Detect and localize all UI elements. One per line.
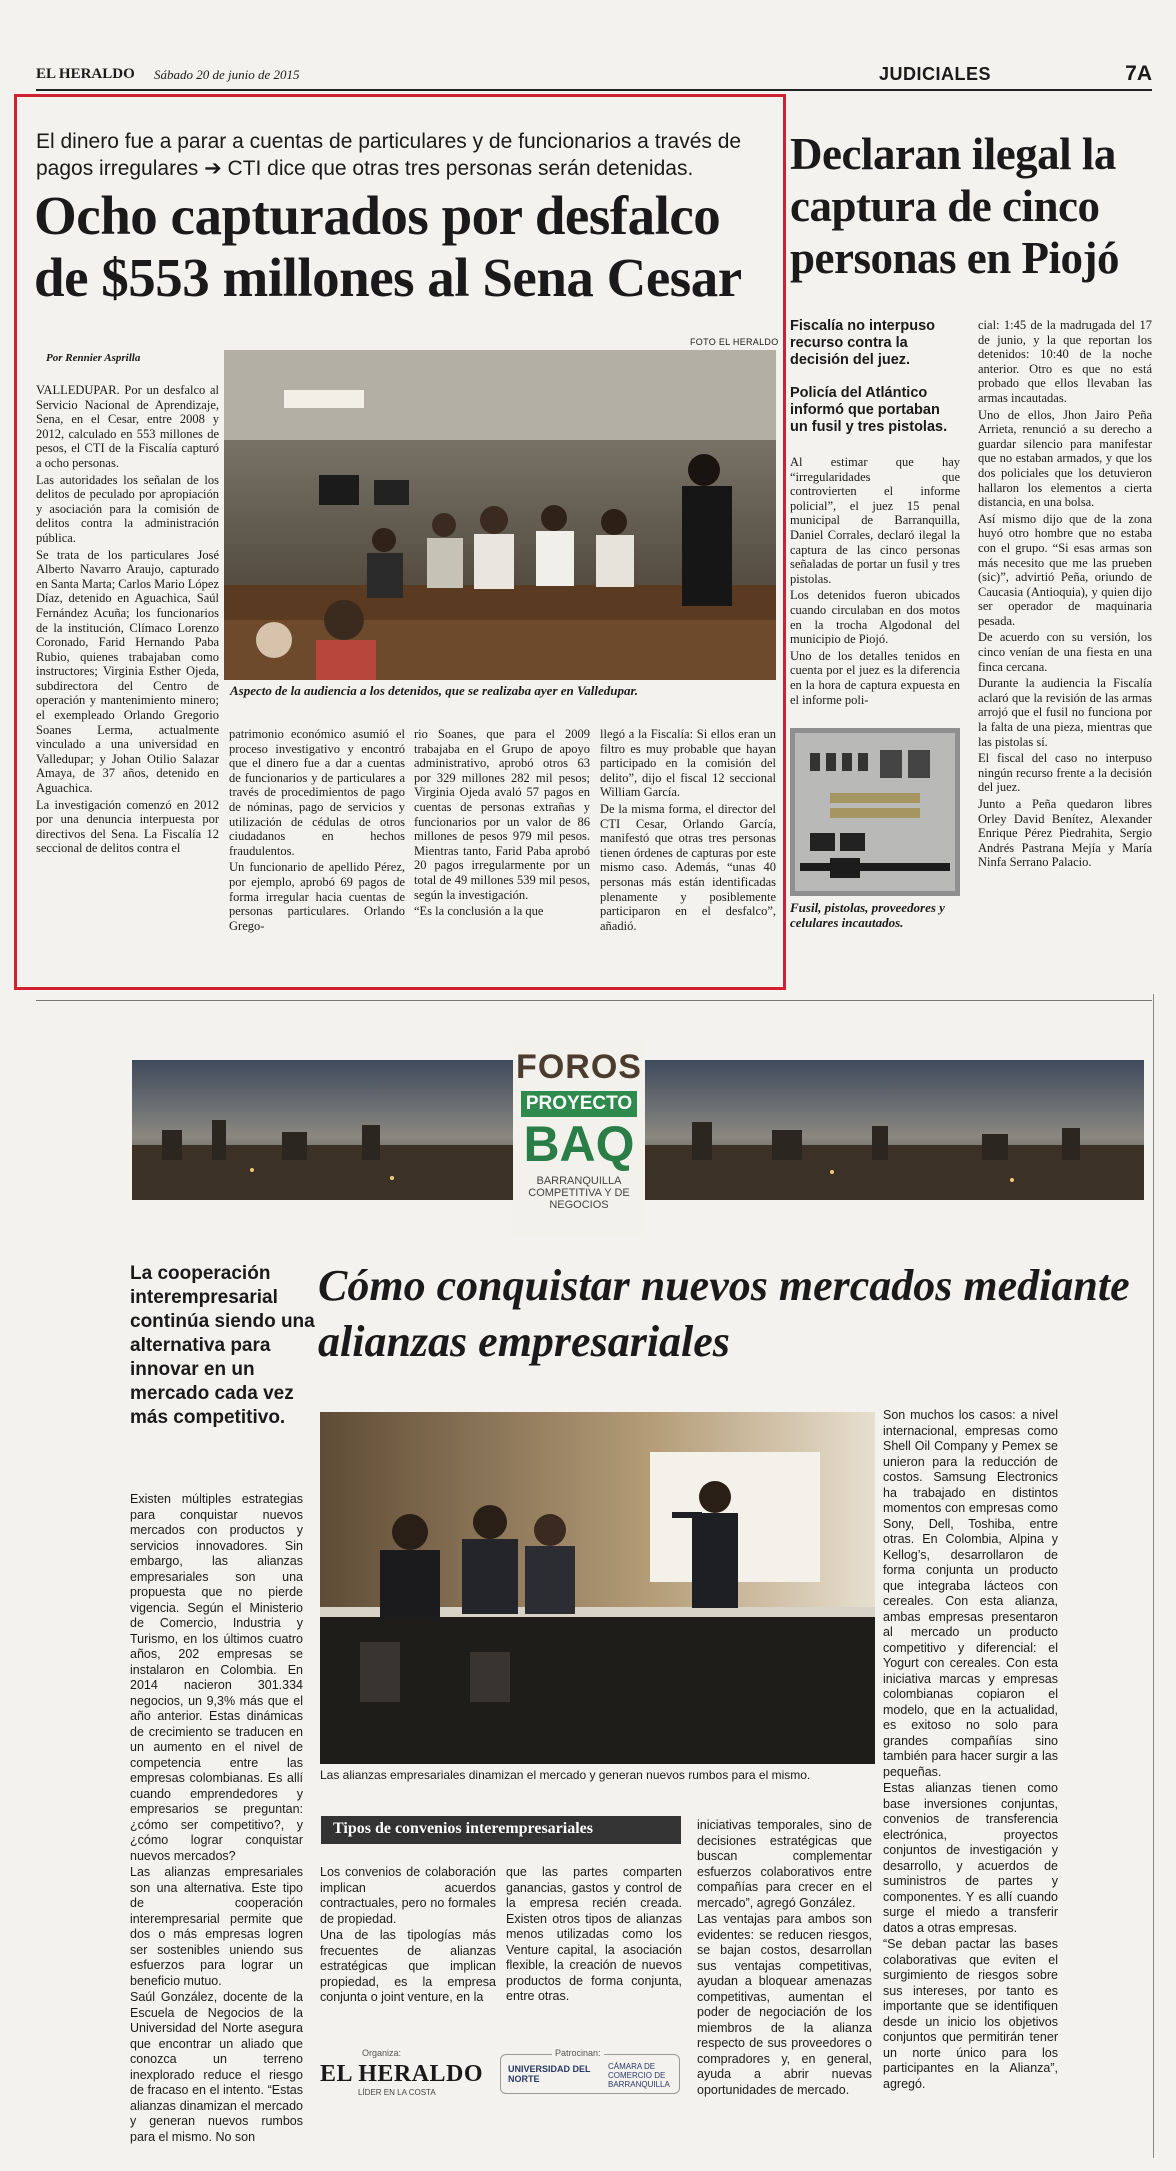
organizer-tagline: LÍDER EN LA COSTA: [358, 2088, 436, 2097]
paper-name: EL HERALDO: [36, 66, 135, 82]
box-column-2: [506, 1865, 682, 2006]
uninorte-logo: UNIVERSIDAD DEL NORTE: [508, 2064, 591, 2084]
side-c2-p5: Durante la audiencia la Fiscalía aclaró que la revisión de las armas arrojó que el fusil no funciona por la falta de una pieza, mientras que las pistolas sí.: [978, 676, 1152, 749]
organizer-logo: EL HERALDO: [320, 2061, 484, 2087]
side-c2-p4: De acuerdo con su versión, los cinco venían de una fiesta en una finca cercana.: [978, 630, 1152, 674]
feature-r-p1: Son muchos los casos: a nivel internacional, empresas como Shell Oil Company y Pemex se unieron para la reducción de costos. Samsung Electronics ha trabajado en distintos momentos con empresas como Sony, Dell, Toshiba, entre otras. En Colombia, Alpina y Kellog’s, desarrollaron de forma conjunta un producto que integraba lácteos con cereales. Con esta alianza, ambas empresas presentaron al mercado un producto competitivo y diferencial: el Yogurt con cereales. Con esta iniciativa marcas y empresas colombianas copiaron el modelo, que en la actualidad, es exitoso no solo para grandes compañías sino también para hacer surgir a las pequeñas.: [883, 1408, 1058, 1779]
camara-logo: CÁMARA DE COMERCIO DE BARRANQUILLA: [608, 2062, 670, 2089]
lead-kicker: El dinero fue a parar a cuentas de particulares y de funcionarios a través de pagos irregulares ➔ CTI dice que otras tres personas serán detenidas.: [36, 130, 742, 180]
feature-column-1: [130, 1492, 303, 2146]
side-c2-p6: El fiscal del caso no interpuso ningún recurso frente a la decisión del juez.: [978, 751, 1152, 795]
foros-logo: [513, 1040, 645, 1236]
feature-c1-p3: Saúl González, docente de la Escuela de Negocios de la Universidad del Norte asegura que encontrar un aliado que conozca un terreno inexplorado reduce el riesgo de fracaso en el intento. “Estas alianzas dinamizan el mercado y generan nuevos rumbos para el mismo. No son: [130, 1990, 303, 2144]
foros-subtitle: BARRANQUILLA COMPETITIVA Y DE NEGOCIOS: [528, 1175, 630, 1211]
sponsor-strip: [320, 2048, 680, 2098]
side-c1-p2: Los detenidos fueron ubicados cuando circulaban en dos motos en la trocha Algodonal del municipio de Piojó.: [790, 588, 960, 647]
organiza-label: Organiza:: [362, 2048, 402, 2058]
edition-date: Sábado 20 de junio de 2015: [154, 67, 300, 82]
meeting-photo: [320, 1412, 875, 1764]
side-dek-2: Policía del Atlántico informó que portaban un fusil y tres pistolas.: [790, 385, 948, 435]
box-column-1: [320, 1865, 496, 2007]
meeting-caption: Las alianzas empresariales dinamizan el mercado y generan nuevos rumbos para el mismo.: [320, 1768, 811, 1782]
foros-baq: BAQ: [523, 1116, 635, 1172]
patrocinan-label: Patrocinan:: [552, 2048, 604, 2058]
side-column-1: [790, 455, 960, 709]
side-c2-p2: Uno de ellos, Jhon Jairo Peña Arrieta, renunció a su derecho a guardar silencio para manifestar que no estaban armados, y que los dos policiales que los detuvieron hallaron los elementos a cierta distancia, en una bolsa.: [978, 407, 1152, 510]
feature-c3-p1: iniciativas temporales, sino de decisiones estratégicas que buscan complementar esfuerzos colaborativos entre compañías para crecer en el mercado”, agregó González.: [697, 1818, 872, 1910]
lead-c1-p1: VALLEDUPAR. Por un desfalco al Servicio Nacional de Aprendizaje, Sena, en el Cesar, entre 2008 y 2012, calculado en 553 millones de pesos, el CTI de la Fiscalía capturó a ocho personas.: [36, 383, 219, 470]
lead-c3-p1: rio Soanes, que para el 2009 trabajaba en el Grupo de apoyo administrativo, aprobó otros 63 por 329 millones 282 mil pesos; Virginia Ojeda avaló 57 pagos en cuentas de personas extrañas y funcionarios por un valor de 86 millones de pesos 979 mil pesos. Mientras tanto, Farid Paba aprobó 20 pagos irregularmente por un total de 49 millones 539 mil pesos, según la investigación.: [414, 727, 590, 902]
lead-c1-p3: Se trata de los particulares José Alberto Navarro Araujo, capturado en Santa Marta; Carlos Mario López Díaz, detenido en Aguachica, Saúl Fernández Acuña; los funcionarios de la institución, Clímaco Lorenzo Coronado, Farid Hernando Paba Rubio, quienes trabajaban como instructores; Virginia Esther Ojeda, subdirectora del Centro de operación y mantenimiento minero; el exempleado Orlando Gregorio Soanes Lerma, actualmente vinculado a una universidad en Valledupar; y Johan Otilio Salazar Amaya, de 37 años, detenido en Aguachica.: [36, 547, 219, 796]
box-c1-p1: Los convenios de colaboración implican acuerdos contractuales, pero no formales de propiedad.: [320, 1865, 496, 1926]
side-dek-1: Fiscalía no interpuso recurso contra la decisión del juez.: [790, 318, 936, 368]
weapons-photo: [790, 728, 960, 896]
lead-c1-p4: La investigación comenzó en 2012 por una denuncia interpuesta por directivos del Sena. La Fiscalía 12 seccional de delitos contra el: [36, 797, 219, 856]
lead-byline: Por Rennier Asprilla: [46, 352, 141, 364]
photo-credit: FOTO EL HERALDO: [690, 337, 779, 347]
side-c2-p3: Así mismo dijo que de la zona huyó otro hombre que no estaba con el grupo. “Si esas armas son más necesito que me las prueben (sic)”, advirtió Peña, oriundo de Caucasia (Antioquia), y quien dijo ser operador de maquinaria pesada.: [978, 511, 1152, 628]
weapons-caption: Fusil, pistolas, proveedores y celulares incautados.: [790, 900, 945, 930]
lead-c2-p2: Un funcionario de apellido Pérez, por ejemplo, aprobó 69 pagos de forma irregular hacia cuentas de personas particulares. Orlando Grego-: [229, 860, 405, 933]
section-name: JUDICIALES: [879, 64, 992, 84]
masthead-rule: [36, 89, 1152, 91]
box-title: Tipos de convenios interempresariales: [321, 1816, 681, 1844]
side-c1-p3: Uno de los detalles tenidos en cuenta por el juez es la diferencia en la hora de captura expuesta en el informe poli-: [790, 648, 960, 707]
side-c2-p7: Junto a Peña quedaron libres Orley David Benítez, Alexander Enrique Pérez Piedrahita, Sergio Andrés Pastrana Mejía y María Ninfa Serrano Palacio.: [978, 797, 1152, 870]
side-headline: Declaran ilegal la captura de cinco personas en Piojó: [790, 129, 1119, 283]
side-c2-p1: cial: 1:45 de la madrugada del 17 de junio, y la que reportan los detenidos: 10:40 de la noche anterior. Otro es que no está probado que ellos llevaban las armas incautadas.: [978, 318, 1152, 405]
feature-r-p3: “Se deban pactar las bases colaborativas que eviten el surgimiento de riesgos sobre sus intereses, por tanto es importante que se identifiquen desde un inicio los objetivos conjuntos que permitirán tener un norte único para los participantes en la Alianza”, agregó.: [883, 1937, 1058, 2091]
side-c1-p1: Al estimar que hay “irregularidades que controvierten el informe policial”, el juez 15 penal municipal de Barranquilla, Daniel Corrales, declaró ilegal la captura de las cinco personas señaladas de portar un fusil y tres pistolas.: [790, 455, 960, 586]
feature-c1-p1: Existen múltiples estrategias para conquistar nuevos mercados con productos y servicios innovadores. Sin embargo, las alianzas empresariales son una propuesta que no pierde vigencia. Según el Ministerio de Comercio, Industria y Turismo, en los últimos cuatro años, 202 empresas se instalaron en Colombia. En 2014 nacieron 301.334 negocios, un 9,3% más que el año anterior. Estas dinámicas de crecimiento se traducen en un aumento en el nivel de competencia entre las empresas colombianas. Es allí cuando emprendedores y empresarios se preguntan: ¿cómo ser competitivo?, y ¿cómo lograr conquistar nuevos mercados?: [130, 1492, 303, 1863]
lead-column-1: [36, 383, 219, 858]
column-rule: [1153, 994, 1154, 2158]
lead-column-2: [229, 727, 405, 935]
lead-headline: Ocho capturados por desfalco de $553 millones al Sena Cesar: [34, 185, 742, 308]
feature-dek: La cooperación interempresarial continúa siendo una alternativa para innovar en un mercado cada vez más competitivo.: [130, 1263, 315, 1428]
feature-r-p2: Estas alianzas tienen como base inversiones conjuntas, convenios de transferencia electrónica, proyectos conjuntos de investigación y desarrollo, y acuerdos de suministros de partes y componentes. Y es allí cuando surge el miedo a transferir datos a otras empresas.: [883, 1781, 1058, 1935]
lead-c2-p1: patrimonio económico asumió el proceso investigativo y encontró que el dinero fue a dar a cuentas de funcionarios y de particulares a través de procedimientos de pago de nóminas, pago de servicios y utilización de cédulas de otros ciudadanos en hechos fraudulentos.: [229, 727, 405, 858]
box-c2-p1: que las partes comparten ganancias, gastos y control de la empresa recién creada. Existen otros tipos de alianzas menos utilizadas como los Venture capital, la asociación flexible, la creación de nuevos productos de forma conjunta, entre otras.: [506, 1865, 682, 2003]
section-divider: [36, 1000, 1152, 1001]
feature-column-3: [697, 1818, 872, 2099]
feature-c3-p2: Las ventajas para ambos son evidentes: se reducen riesgos, se bajan costos, desarrollan sus ventajas competitivas, ayudan a bloquear amenazas competitivas, aumentan el poder de negociación de los miembros de la alianza respecto de sus proveedores o compradores y, en general, ayuda a abrir nuevas oportunidades de mercado.: [697, 1912, 872, 2097]
lead-c1-p2: Las autoridades los señalan de los delitos de peculado por apropiación y asociación para la comisión de delitos contra la administración pública.: [36, 472, 219, 545]
lead-c4-p2: De la misma forma, el director del CTI Cesar, Orlando García, manifestó que otras tres personas tienen órdenes de capturas por este mismo caso. Además, “unas 40 personas más están identificadas plenamente y posiblemente participaron en el desfalco”, añadió.: [600, 801, 776, 933]
foros-project: PROYECTO: [521, 1091, 637, 1117]
lead-c3-p2: “Es la conclusión a la que: [414, 904, 544, 919]
page-masthead: [36, 64, 1152, 86]
lead-column-4: [600, 727, 776, 935]
foros-title: FOROS: [516, 1048, 642, 1086]
feature-headline: Cómo conquistar nuevos mercados mediante alianzas empresariales: [318, 1261, 1130, 1366]
courtroom-caption: Aspecto de la audiencia a los detenidos, que se realizaba ayer en Valledupar.: [230, 683, 639, 698]
box-c1-p2: Una de las tipologías más frecuentes de alianzas estratégicas que implican propiedad, es la empresa conjunta o joint venture, en la: [320, 1928, 496, 2004]
side-column-2: [978, 318, 1152, 872]
lead-c4-p1: llegó a la Fiscalía: Si ellos eran un filtro es muy probable que hayan participado en la comisión del delito”, dijo el fiscal 12 seccional William García.: [600, 727, 776, 800]
feature-column-right: [883, 1408, 1058, 2093]
page-number: 7A: [1125, 62, 1152, 85]
lead-column-3: [414, 727, 590, 921]
feature-c1-p2: Las alianzas empresariales son una alternativa. Este tipo de cooperación interempresarial permite que dos o más empresas logren ser sostenibles uniendo sus esfuerzos para lograr un beneficio mutuo.: [130, 1865, 303, 1988]
courtroom-photo: [224, 350, 776, 680]
